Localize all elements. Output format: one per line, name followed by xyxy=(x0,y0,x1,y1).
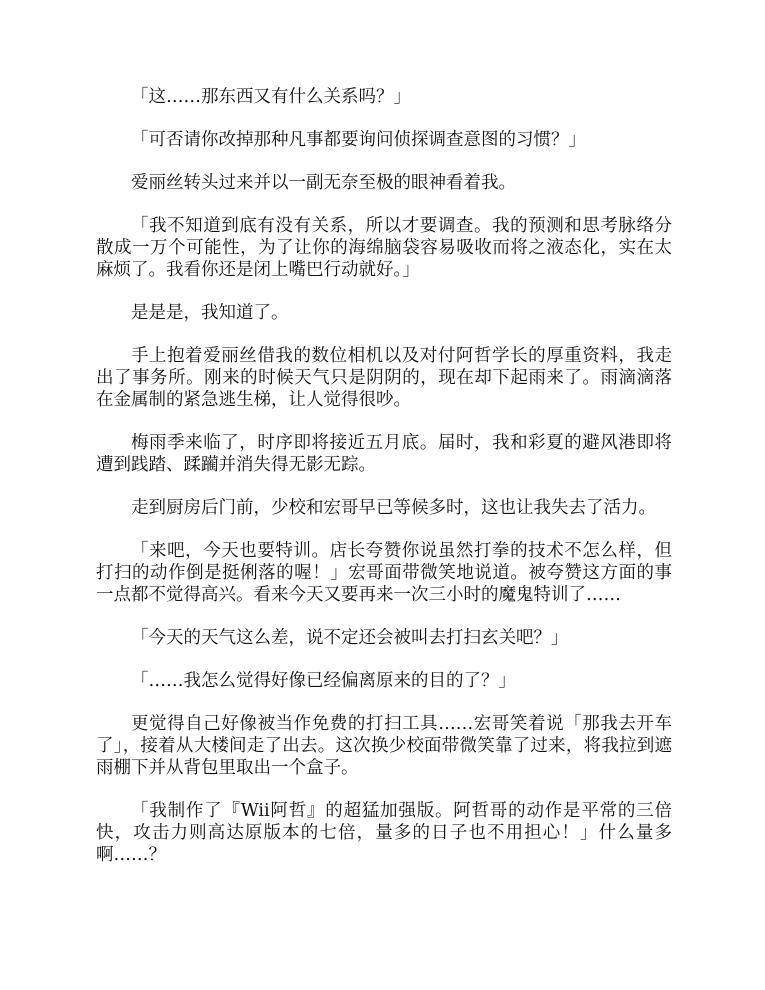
paragraph: 梅雨季来临了，时序即将接近五月底。届时，我和彩夏的避风港即将遭到践踏、蹂躏并消失得无影无踪。 xyxy=(96,433,672,475)
paragraph: 爱丽丝转头过来并以一副无奈至极的眼神看着我。 xyxy=(131,173,516,193)
paragraph: 「今天的天气这么差，说不定还会被叫去打扫玄关吧？」 xyxy=(131,628,569,648)
paragraph: 「这……那东西又有什么关系吗？」 xyxy=(131,87,411,107)
paragraph: 「我制作了『Wii阿哲』的超猛加强版。阿哲哥的动作是平常的三倍快，攻击力则高达原版本的七倍，量多的日子也不用担心！」什么量多啊……？ xyxy=(96,801,672,865)
paragraph: 「……我怎么觉得好像已经偏离原来的目的了？」 xyxy=(131,671,516,691)
paragraph: 更觉得自己好像被当作免费的打扫工具……宏哥笑着说「那我去开车了」，接着从大楼间走了出去。这次换少校面带微笑靠了过来，将我拉到遮雨棚下并从背包里取出一个盒子。 xyxy=(96,714,672,778)
paragraph: 是是是，我知道了。 xyxy=(131,303,289,323)
paragraph: 走到厨房后门前，少校和宏哥早已等候多时，这也让我失去了活力。 xyxy=(131,498,656,518)
paragraph: 手上抱着爱丽丝借我的数位相机以及对付阿哲学长的厚重资料，我走出了事务所。刚来的时候天气只是阴阴的，现在却下起雨来了。雨滴滴落在金属制的紧急逃生梯，让人觉得很吵。 xyxy=(96,346,672,410)
paragraph: 「来吧，今天也要特训。店长夸赞你说虽然打拳的技术不怎么样，但打扫的动作倒是挺俐落的喔！」宏哥面带微笑地说道。被夸赞这方面的事一点都不觉得高兴。看来今天又要再来一次三小时的魔鬼特训了…… xyxy=(96,541,672,605)
document-page xyxy=(96,86,672,866)
paragraph: 「可否请你改掉那种凡事都要询问侦探调查意图的习惯？」 xyxy=(131,130,586,150)
paragraph: 「我不知道到底有没有关系，所以才要调查。我的预测和思考脉络分散成一万个可能性，为了让你的海绵脑袋容易吸收而将之液态化，实在太麻烦了。我看你还是闭上嘴巴行动就好。」 xyxy=(96,216,672,280)
